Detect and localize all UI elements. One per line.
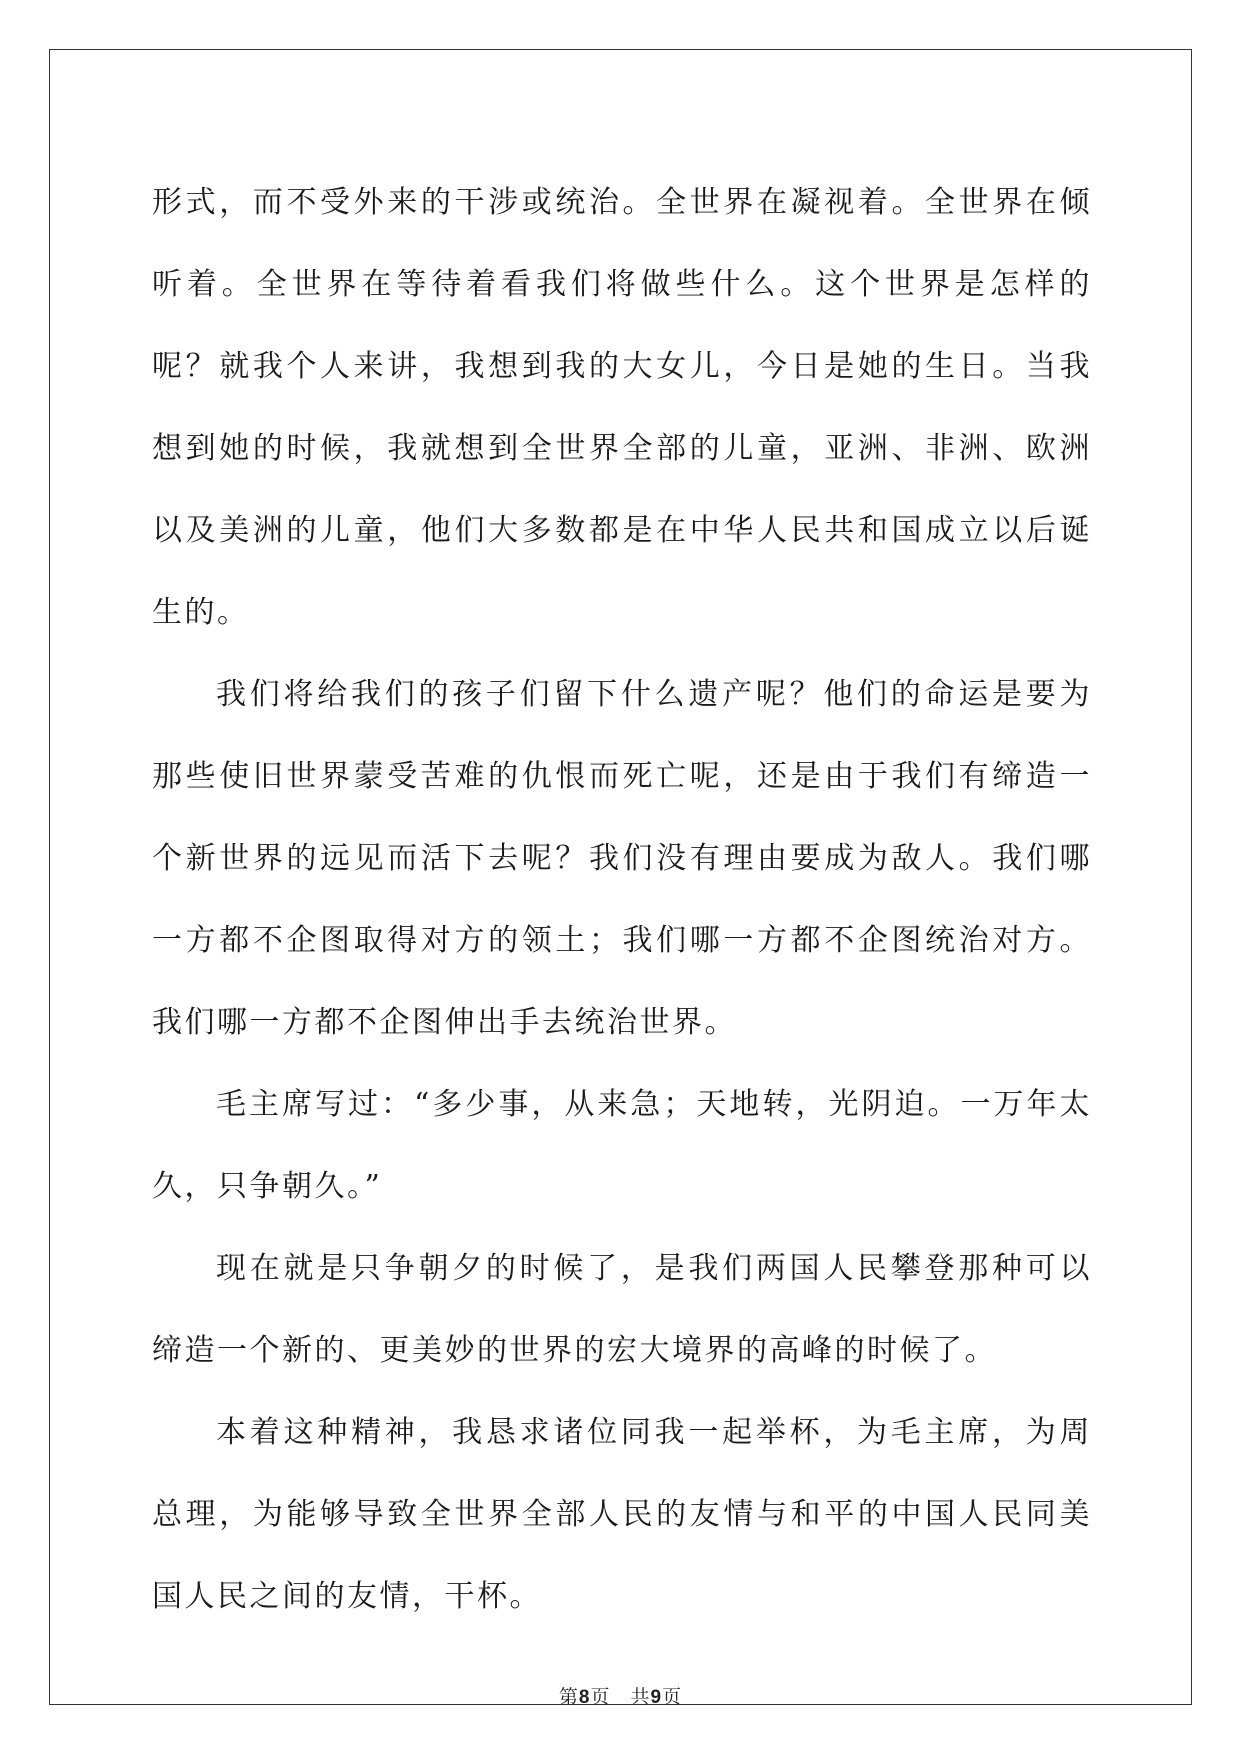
page-footer [0,1682,1241,1709]
total-pages: 9 [650,1687,663,1708]
paragraph-1: 形式，而不受外来的干涉或统治。全世界在凝视着。全世界在倾听着。全世界在等待着看我们将做些什么。这个世界是怎样的呢？就我个人来讲，我想到我的大女儿，今日是她的生日。当我想到她的时候，我就想到全世界全部的儿童，亚洲、非洲、欧洲以及美洲的儿童，他们大多数都是在中华人民共和国成立以后诞生的。 [152,185,1092,630]
page-suffix: 页 [590,1686,611,1708]
page-number: 8 [578,1687,591,1708]
paragraph-5: 本着这种精神，我恳求诸位同我一起举杯，为毛主席，为周总理，为能够导致全世界全部人民的友情与和平的中国人民同美国人民之间的友情，干杯。 [152,1415,1092,1614]
paragraph-4: 现在就是只争朝夕的时候了，是我们两国人民攀登那种可以缔造一个新的、更美妙的世界的宏大境界的高峰的时候了。 [152,1251,1092,1368]
document-body [152,162,1092,1638]
page-prefix: 第 [558,1686,579,1708]
paragraph-3: 毛主席写过：“多少事，从来急；天地转，光阴迫。一万年太久，只争朝久。” [152,1087,1092,1204]
total-suffix: 页 [662,1686,683,1708]
total-prefix: 共 [630,1686,651,1708]
paragraph-2: 我们将给我们的孩子们留下什么遗产呢？他们的命运是要为那些使旧世界蒙受苦难的仇恨而死亡呢，还是由于我们有缔造一个新世界的远见而活下去呢？我们没有理由要成为敌人。我们哪一方都不企图取得对方的领土；我们哪一方都不企图统治对方。我们哪一方都不企图伸出手去统治世界。 [152,677,1092,1040]
